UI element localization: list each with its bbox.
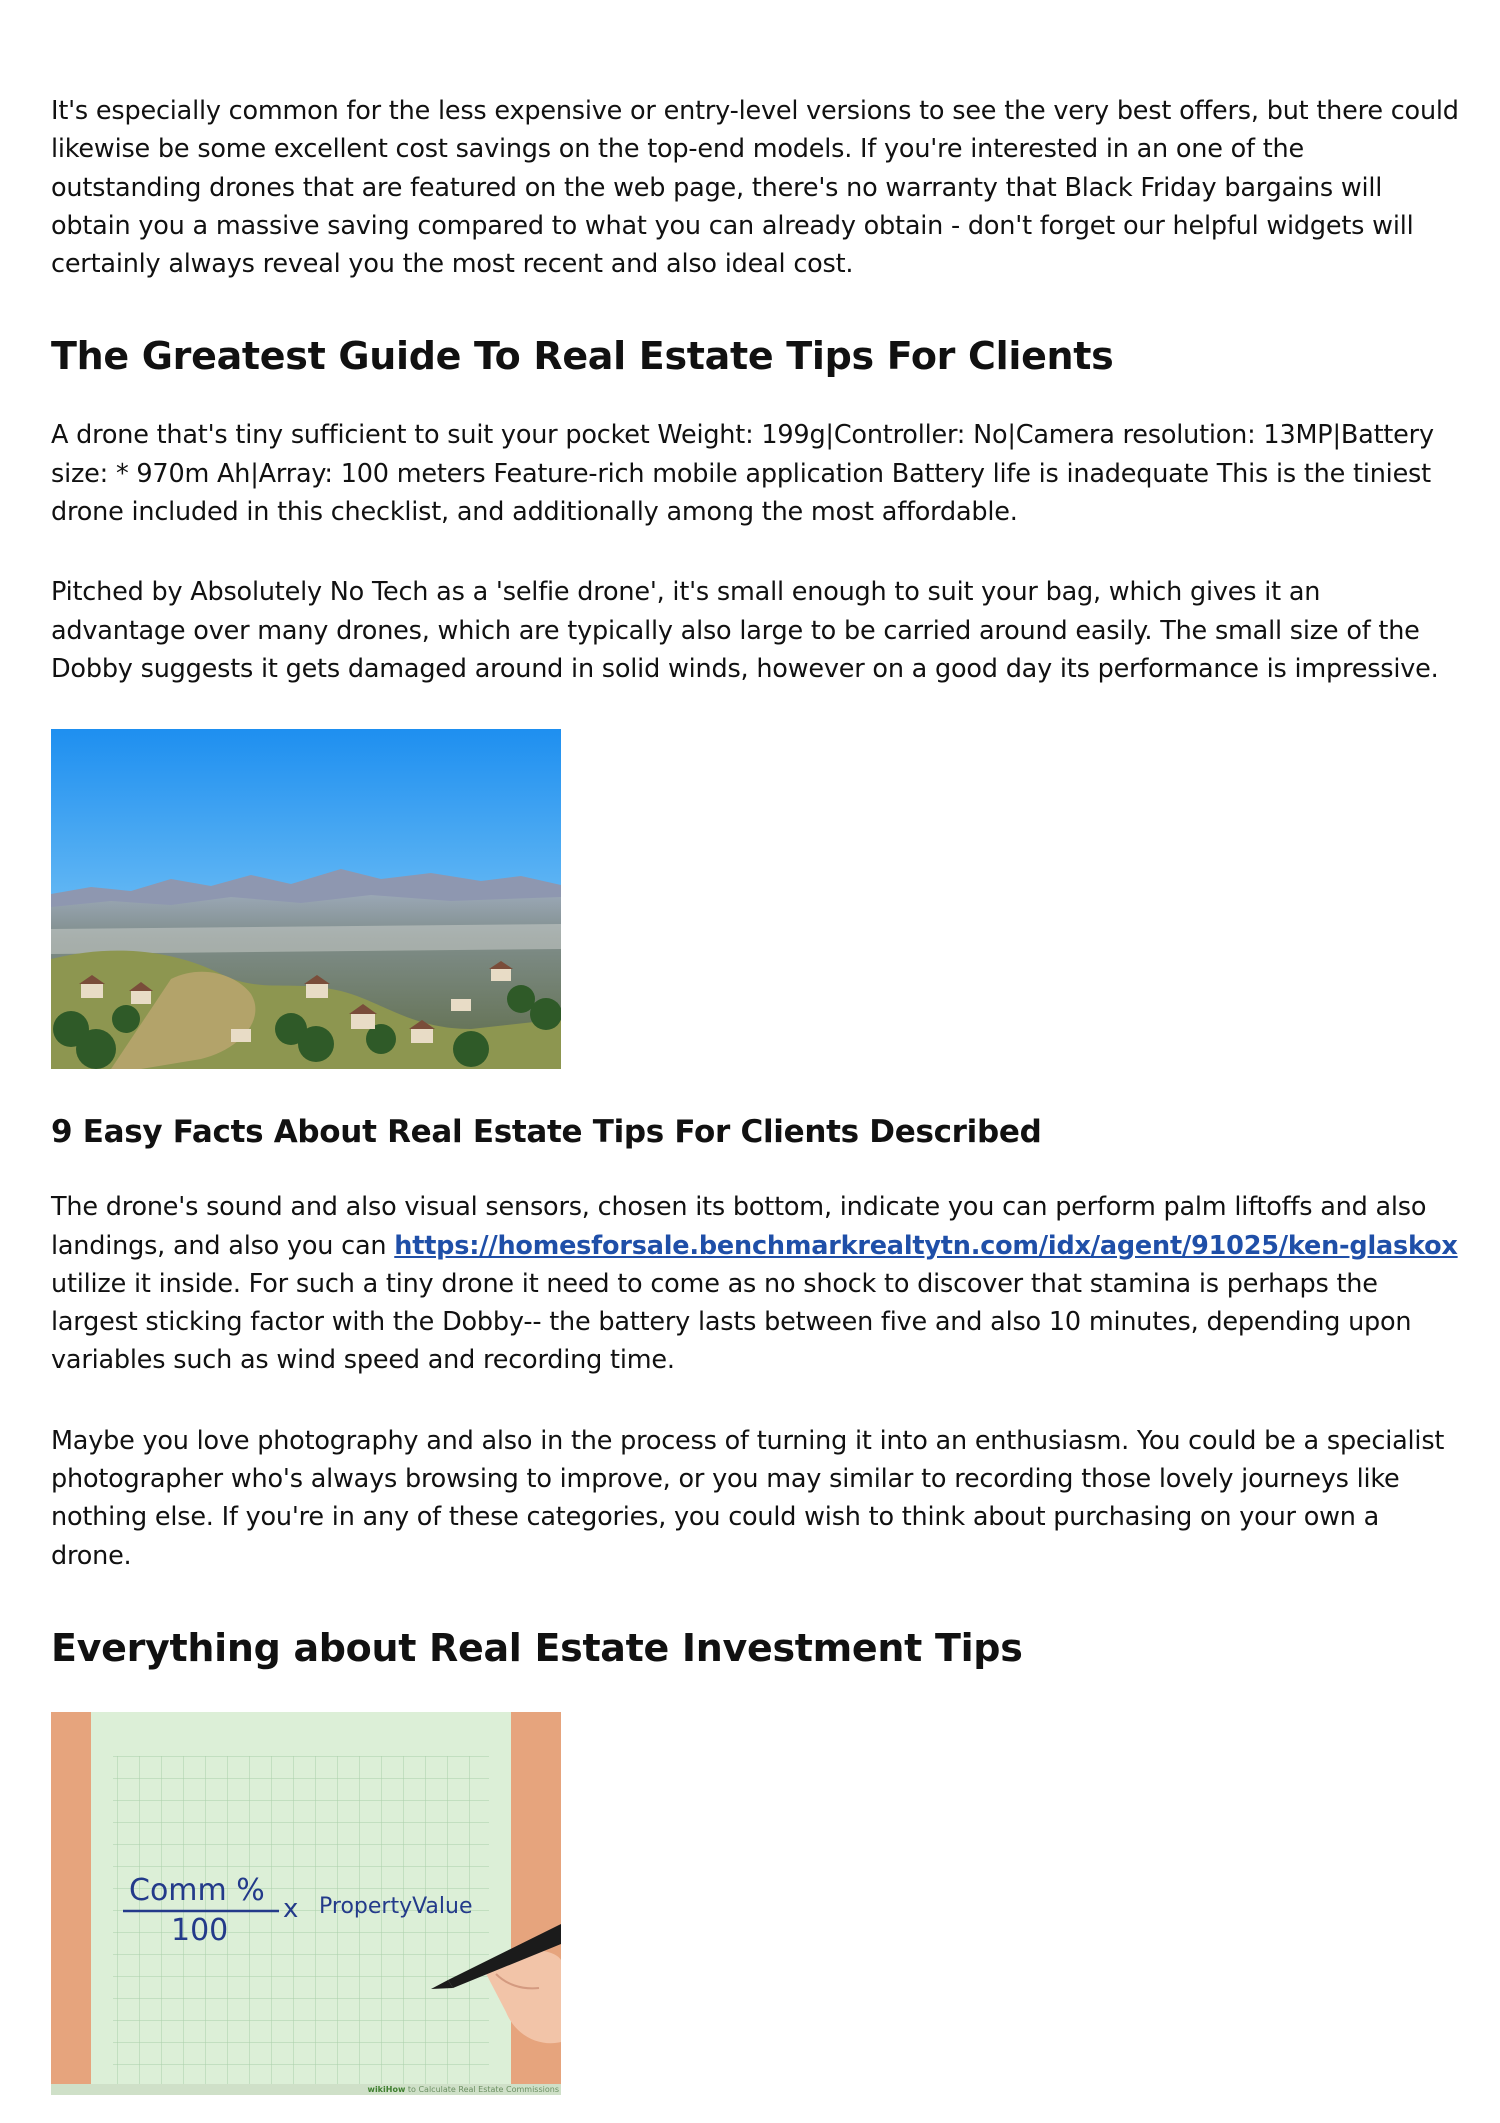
paragraph-4 (51, 1188, 1461, 1379)
commission-illustration-graphic (51, 1712, 561, 2095)
landscape-photo (51, 729, 561, 1069)
multiply-operator: x (283, 1893, 299, 1924)
heading-greatest-guide: The Greatest Guide To Real Estate Tips For Clients (51, 334, 1114, 379)
paragraph-4-end: utilize it inside. For such a tiny drone it need to come as no shock to discover that stamina is perhaps the largest sticking factor with the Dobby-- the battery lasts between five and also 10 minutes, depending upon variables such as wind speed and recording time. (51, 1268, 1412, 1376)
property-value-term: PropertyValue (319, 1893, 473, 1919)
commission-illustration (51, 1712, 561, 2095)
wikihow-caption (368, 2085, 559, 2094)
heading-easy-facts: 9 Easy Facts About Real Estate Tips For Clients Described (51, 1114, 1042, 1151)
wikihow-how: How (385, 2084, 406, 2094)
paragraph-3: Pitched by Absolutely No Tech as a 'selfie drone', it's small enough to suit your bag, which gives it an advantage over many drones, which are typically also large to be carried around easily. The small size of the Dobby suggests it gets damaged around in solid winds, however on a good day its performance is impressive. (51, 577, 1439, 684)
caption-title: to Calculate Real Estate Commissions (405, 2084, 559, 2094)
article (51, 92, 1461, 2095)
fraction-numerator: Comm % (129, 1872, 265, 1908)
wikihow-brand: wiki (367, 2084, 386, 2094)
paragraph-5: Maybe you love photography and also in the process of turning it into an enthusiasm. You could be a specialist photographer who's always browsing to improve, or you may similar to recording those lovely journeys like nothing else. If you're in any of these categories, you could wish to think about purchasing on your own a drone. (51, 1425, 1445, 1571)
paragraph-4-start: The drone's sound and also visual sensors, chosen its bottom, indicate you can perform palm liftoffs and also landings, and also you can (51, 1192, 1427, 1261)
paragraph-1: It's especially common for the less expensive or entry-level versions to see the very best offers, but there could likewise be some excellent cost savings on the top-end models. If you're interested in an one of the outstanding drones that are featured on the web page, there's no warranty that Black Friday bargains will obtain you a massive saving compared to what you can already obtain - don't forget our helpful widgets will certainly always reveal you the most recent and also ideal cost. (51, 96, 1459, 280)
agent-link[interactable]: https://homesforsale.benchmarkrealtytn.com/idx/agent/91025/ken-glaskox (394, 1230, 1458, 1261)
heading-investment-tips: Everything about Real Estate Investment Tips (51, 1625, 1023, 1670)
landscape-photo-graphic (51, 729, 561, 1069)
paragraph-2: A drone that's tiny sufficient to suit your pocket Weight: 199g|Controller: No|Camera resolution: 13MP|Battery size: * 970m Ah|Array: 100 meters Feature-rich mobile application Battery life is inadequate This is the tiniest drone included in this checklist, and additionally among the most affordable. (51, 420, 1434, 528)
fraction-denominator: 100 (171, 1912, 229, 1948)
